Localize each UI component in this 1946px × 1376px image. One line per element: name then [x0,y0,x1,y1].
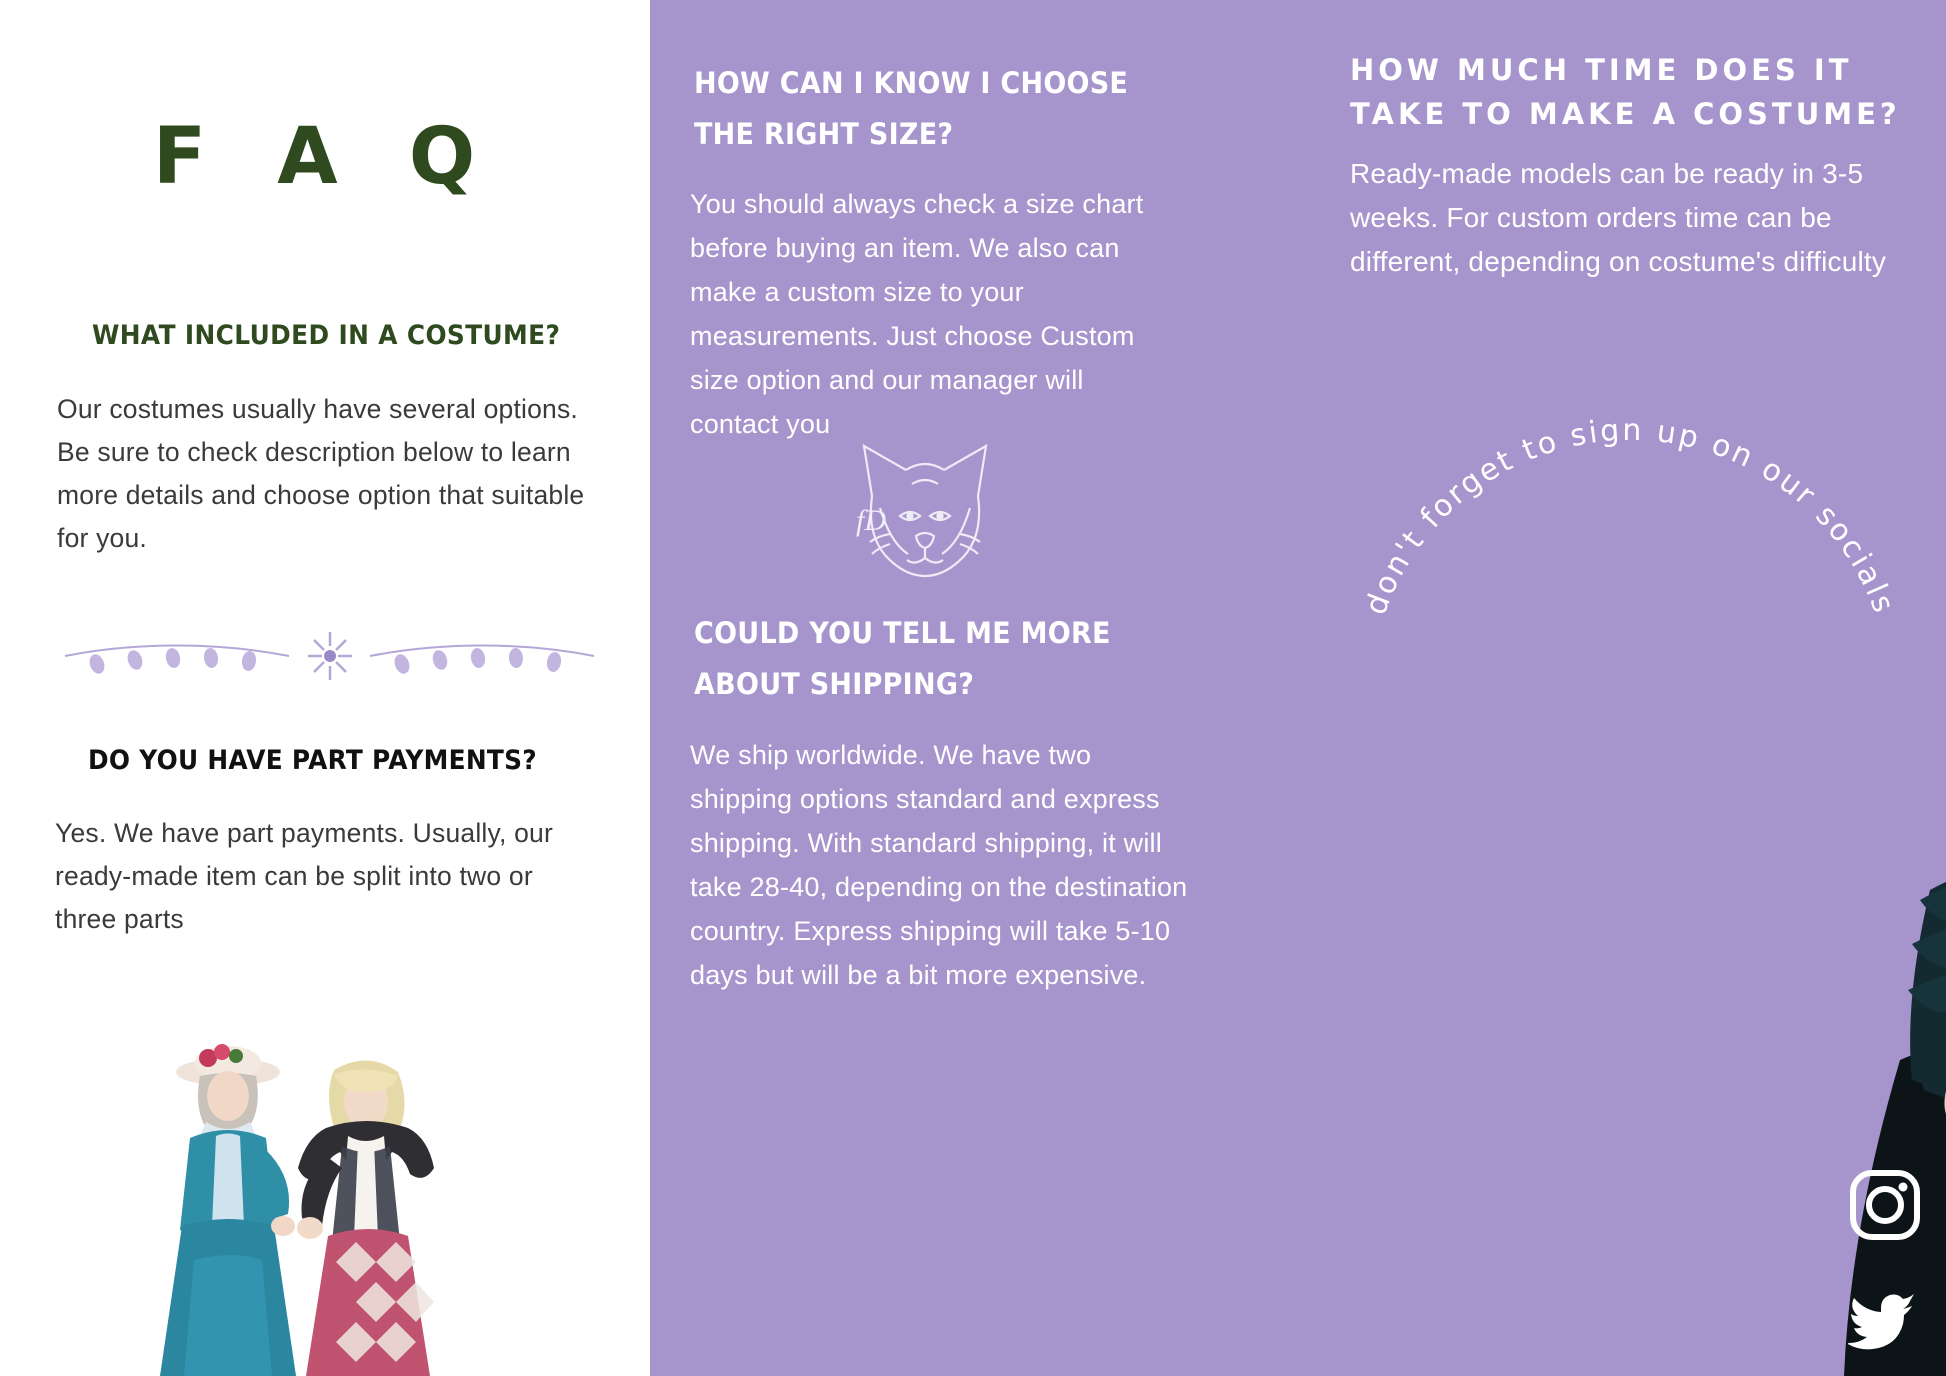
page-title: F A Q [152,112,498,202]
social-icons [1848,1168,1946,1348]
right-column [1350,0,1946,1376]
question-right-size: HOW CAN I KNOW I CHOOSE THE RIGHT SIZE? [694,66,1129,151]
answer-part-payments: Yes. We have part payments. Usually, our ready-made item can be split into two or three parts [55,818,554,934]
left-panel [0,0,650,1376]
middle-column [680,0,1260,1376]
answer-shipping: We ship worldwide. We have two shipping options standard and express shipping. With standard shipping, it will take 28-40, depending on the destination country. Express shipping will take 5-10 days but will be a bit more expensive. [690,740,1188,990]
logo-monogram: fD [856,504,886,537]
arc-text-label: don't forget to sign up on our socials [1358,412,1902,620]
answer-what-included: Our costumes usually have several options. Be sure to check description below to learn more details and choose option that suitable for you. [57,394,585,553]
answer-time-to-make: Ready-made models can be ready in 3-5 weeks. For custom orders time can be different, depending on costume's difficulty [1350,158,1887,277]
instagram-icon[interactable] [1848,1168,1922,1242]
answer-right-size: You should always check a size chart before buying an item. We also can make a custom size to your measurements. Just choose Custom size option and our manager will contact you [690,189,1144,439]
question-shipping: COULD YOU TELL ME MORE ABOUT SHIPPING? [694,616,1111,701]
fox-head-logo-icon [820,430,1030,590]
question-time-to-make: HOW MUCH TIME DOES IT TAKE TO MAKE A COSTUME? [1350,53,1901,131]
couple-in-costumes-photo [120,1030,510,1376]
question-what-included: WHAT INCLUDED IN A COSTUME? [92,320,561,351]
floral-divider-icon [57,620,602,690]
twitter-icon[interactable] [1848,1276,1922,1350]
question-part-payments: DO YOU HAVE PART PAYMENTS? [88,745,538,776]
purple-panel [650,0,1946,1376]
